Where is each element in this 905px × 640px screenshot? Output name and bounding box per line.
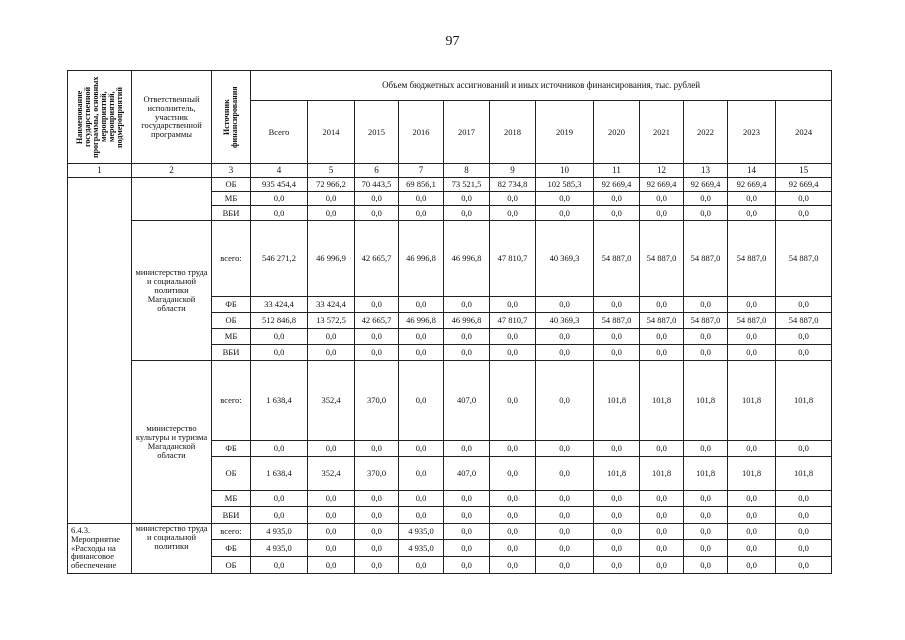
value-cell: 0,0 bbox=[640, 491, 684, 507]
executor-cell: министерство труда и социальной политики bbox=[132, 523, 212, 573]
source-cell: ФБ bbox=[212, 440, 251, 456]
value-cell: 92 669,4 bbox=[776, 178, 832, 192]
value-cell: 1 638,4 bbox=[251, 456, 308, 490]
value-cell: 0,0 bbox=[308, 507, 355, 523]
value-cell: 72 966,2 bbox=[308, 178, 355, 192]
value-cell: 54 887,0 bbox=[640, 220, 684, 296]
value-cell: 0,0 bbox=[399, 329, 444, 345]
value-cell: 70 443,5 bbox=[355, 178, 399, 192]
source-cell: ФБ bbox=[212, 540, 251, 557]
value-cell: 0,0 bbox=[640, 345, 684, 361]
name-cell-empty bbox=[68, 178, 132, 524]
executor-cell: министерство труда и социальной политики Магаданской области bbox=[132, 220, 212, 361]
header-year: 2015 bbox=[355, 101, 399, 164]
value-cell: 42 665,7 bbox=[355, 312, 399, 328]
value-cell: 0,0 bbox=[308, 523, 355, 540]
value-cell: 0,0 bbox=[594, 557, 640, 574]
value-cell: 0,0 bbox=[640, 507, 684, 523]
value-cell: 0,0 bbox=[776, 540, 832, 557]
header-column-number: 5 bbox=[308, 164, 355, 178]
value-cell: 0,0 bbox=[776, 507, 832, 523]
page-number: 97 bbox=[445, 34, 460, 49]
value-cell: 0,0 bbox=[399, 557, 444, 574]
executor-cell: министерство культуры и туризма Магаданской области bbox=[132, 361, 212, 523]
source-cell: ОБ bbox=[212, 312, 251, 328]
value-cell: 4 935,0 bbox=[251, 540, 308, 557]
value-cell: 0,0 bbox=[684, 296, 728, 312]
source-cell: ОБ bbox=[212, 178, 251, 192]
value-cell: 101,8 bbox=[640, 361, 684, 440]
header-name: Наименование государственной программы, основных мероприятий, мероприятий, подмероприятий bbox=[68, 71, 132, 164]
value-cell: 0,0 bbox=[444, 192, 490, 206]
value-cell: 935 454,4 bbox=[251, 178, 308, 192]
value-cell: 0,0 bbox=[251, 345, 308, 361]
value-cell: 0,0 bbox=[536, 361, 594, 440]
header-year: 2021 bbox=[640, 101, 684, 164]
value-cell: 13 572,5 bbox=[308, 312, 355, 328]
header-column-number: 3 bbox=[212, 164, 251, 178]
executor-cell bbox=[132, 178, 212, 221]
value-cell: 0,0 bbox=[684, 192, 728, 206]
value-cell: 0,0 bbox=[640, 440, 684, 456]
value-cell: 0,0 bbox=[444, 440, 490, 456]
value-cell: 0,0 bbox=[490, 296, 536, 312]
value-cell: 0,0 bbox=[308, 491, 355, 507]
value-cell: 0,0 bbox=[251, 329, 308, 345]
value-cell: 0,0 bbox=[444, 491, 490, 507]
value-cell: 370,0 bbox=[355, 361, 399, 440]
value-cell: 0,0 bbox=[490, 440, 536, 456]
value-cell: 46 996,8 bbox=[399, 312, 444, 328]
table-row bbox=[68, 523, 832, 540]
value-cell: 0,0 bbox=[776, 491, 832, 507]
value-cell: 0,0 bbox=[594, 329, 640, 345]
value-cell: 0,0 bbox=[490, 361, 536, 440]
value-cell: 0,0 bbox=[355, 192, 399, 206]
header-year: 2020 bbox=[594, 101, 640, 164]
value-cell: 0,0 bbox=[776, 329, 832, 345]
value-cell: 0,0 bbox=[640, 206, 684, 220]
value-cell: 0,0 bbox=[444, 296, 490, 312]
value-cell: 40 369,3 bbox=[536, 312, 594, 328]
value-cell: 0,0 bbox=[776, 345, 832, 361]
value-cell: 0,0 bbox=[251, 440, 308, 456]
value-cell: 0,0 bbox=[536, 345, 594, 361]
value-cell: 0,0 bbox=[684, 523, 728, 540]
value-cell: 0,0 bbox=[684, 329, 728, 345]
value-cell: 4 935,0 bbox=[251, 523, 308, 540]
value-cell: 0,0 bbox=[490, 557, 536, 574]
value-cell: 0,0 bbox=[355, 206, 399, 220]
budget-table bbox=[67, 70, 832, 574]
value-cell: 101,8 bbox=[594, 361, 640, 440]
value-cell: 352,4 bbox=[308, 456, 355, 490]
value-cell: 0,0 bbox=[728, 192, 776, 206]
source-cell: всего: bbox=[212, 361, 251, 440]
value-cell: 0,0 bbox=[490, 507, 536, 523]
value-cell: 33 424,4 bbox=[251, 296, 308, 312]
value-cell: 0,0 bbox=[355, 557, 399, 574]
value-cell: 546 271,2 bbox=[251, 220, 308, 296]
value-cell: 0,0 bbox=[684, 491, 728, 507]
value-cell: 0,0 bbox=[594, 440, 640, 456]
value-cell: 370,0 bbox=[355, 456, 399, 490]
value-cell: 0,0 bbox=[355, 491, 399, 507]
value-cell: 0,0 bbox=[640, 192, 684, 206]
value-cell: 46 996,8 bbox=[399, 220, 444, 296]
value-cell: 0,0 bbox=[684, 206, 728, 220]
value-cell: 0,0 bbox=[399, 206, 444, 220]
value-cell: 47 810,7 bbox=[490, 220, 536, 296]
value-cell: 0,0 bbox=[684, 345, 728, 361]
value-cell: 0,0 bbox=[728, 491, 776, 507]
value-cell: 0,0 bbox=[399, 440, 444, 456]
header-year: 2017 bbox=[444, 101, 490, 164]
value-cell: 54 887,0 bbox=[728, 312, 776, 328]
value-cell: 0,0 bbox=[308, 557, 355, 574]
value-cell: 0,0 bbox=[399, 296, 444, 312]
value-cell: 54 887,0 bbox=[640, 312, 684, 328]
value-cell: 0,0 bbox=[355, 523, 399, 540]
source-cell: ВБИ bbox=[212, 345, 251, 361]
value-cell: 0,0 bbox=[684, 540, 728, 557]
value-cell: 54 887,0 bbox=[594, 312, 640, 328]
header-column-number: 12 bbox=[640, 164, 684, 178]
value-cell: 512 846,8 bbox=[251, 312, 308, 328]
value-cell: 92 669,4 bbox=[728, 178, 776, 192]
value-cell: 0,0 bbox=[536, 192, 594, 206]
header-executor: Ответственный исполнитель, участник государственной программы bbox=[132, 71, 212, 164]
value-cell: 1 638,4 bbox=[251, 361, 308, 440]
header-year: 2018 bbox=[490, 101, 536, 164]
value-cell: 0,0 bbox=[355, 440, 399, 456]
value-cell: 0,0 bbox=[594, 296, 640, 312]
value-cell: 0,0 bbox=[251, 491, 308, 507]
header-column-number: 2 bbox=[132, 164, 212, 178]
value-cell: 0,0 bbox=[594, 192, 640, 206]
table-body bbox=[68, 178, 832, 574]
value-cell: 46 996,8 bbox=[444, 312, 490, 328]
value-cell: 92 669,4 bbox=[640, 178, 684, 192]
header-numbers-row bbox=[68, 164, 832, 178]
value-cell: 0,0 bbox=[728, 540, 776, 557]
value-cell: 101,8 bbox=[776, 456, 832, 490]
value-cell: 0,0 bbox=[355, 345, 399, 361]
value-cell: 54 887,0 bbox=[684, 312, 728, 328]
table-row bbox=[68, 178, 832, 192]
header-column-number: 7 bbox=[399, 164, 444, 178]
value-cell: 0,0 bbox=[308, 192, 355, 206]
value-cell: 0,0 bbox=[251, 507, 308, 523]
value-cell: 0,0 bbox=[308, 440, 355, 456]
source-cell: ФБ bbox=[212, 296, 251, 312]
value-cell: 0,0 bbox=[728, 345, 776, 361]
value-cell: 0,0 bbox=[536, 440, 594, 456]
value-cell: 0,0 bbox=[444, 329, 490, 345]
value-cell: 0,0 bbox=[490, 192, 536, 206]
value-cell: 101,8 bbox=[684, 456, 728, 490]
value-cell: 40 369,3 bbox=[536, 220, 594, 296]
value-cell: 0,0 bbox=[594, 491, 640, 507]
value-cell: 82 734,8 bbox=[490, 178, 536, 192]
value-cell: 407,0 bbox=[444, 456, 490, 490]
value-cell: 54 887,0 bbox=[776, 312, 832, 328]
value-cell: 101,8 bbox=[640, 456, 684, 490]
header-column-number: 13 bbox=[684, 164, 728, 178]
value-cell: 0,0 bbox=[536, 540, 594, 557]
source-cell: всего: bbox=[212, 220, 251, 296]
value-cell: 0,0 bbox=[640, 540, 684, 557]
value-cell: 0,0 bbox=[490, 206, 536, 220]
value-cell: 0,0 bbox=[308, 540, 355, 557]
value-cell: 0,0 bbox=[490, 345, 536, 361]
value-cell: 47 810,7 bbox=[490, 312, 536, 328]
value-cell: 0,0 bbox=[536, 206, 594, 220]
value-cell: 0,0 bbox=[251, 192, 308, 206]
value-cell: 92 669,4 bbox=[684, 178, 728, 192]
value-cell: 101,8 bbox=[728, 456, 776, 490]
header-year: Всего bbox=[251, 101, 308, 164]
header-year: 2023 bbox=[728, 101, 776, 164]
value-cell: 0,0 bbox=[399, 361, 444, 440]
value-cell: 352,4 bbox=[308, 361, 355, 440]
value-cell: 0,0 bbox=[640, 329, 684, 345]
header-column-number: 15 bbox=[776, 164, 832, 178]
value-cell: 0,0 bbox=[684, 507, 728, 523]
value-cell: 0,0 bbox=[536, 507, 594, 523]
value-cell: 0,0 bbox=[776, 523, 832, 540]
value-cell: 0,0 bbox=[684, 557, 728, 574]
value-cell: 101,8 bbox=[594, 456, 640, 490]
value-cell: 0,0 bbox=[640, 523, 684, 540]
value-cell: 0,0 bbox=[251, 206, 308, 220]
value-cell: 0,0 bbox=[444, 345, 490, 361]
header-year: 2019 bbox=[536, 101, 594, 164]
value-cell: 0,0 bbox=[490, 491, 536, 507]
value-cell: 0,0 bbox=[776, 206, 832, 220]
value-cell: 0,0 bbox=[728, 507, 776, 523]
value-cell: 46 996,9 bbox=[308, 220, 355, 296]
value-cell: 0,0 bbox=[776, 192, 832, 206]
value-cell: 0,0 bbox=[536, 491, 594, 507]
value-cell: 0,0 bbox=[728, 206, 776, 220]
header-column-number: 14 bbox=[728, 164, 776, 178]
header-column-number: 10 bbox=[536, 164, 594, 178]
header-year: 2024 bbox=[776, 101, 832, 164]
value-cell: 0,0 bbox=[444, 540, 490, 557]
value-cell: 0,0 bbox=[355, 296, 399, 312]
value-cell: 0,0 bbox=[536, 296, 594, 312]
value-cell: 69 856,1 bbox=[399, 178, 444, 192]
value-cell: 102 585,3 bbox=[536, 178, 594, 192]
value-cell: 0,0 bbox=[536, 523, 594, 540]
value-cell: 0,0 bbox=[728, 296, 776, 312]
measure-name-cell: 6.4.3. Мероприятие «Расходы на финансовое обеспечение bbox=[68, 523, 132, 573]
source-cell: ОБ bbox=[212, 456, 251, 490]
value-cell: 0,0 bbox=[308, 345, 355, 361]
value-cell: 0,0 bbox=[594, 206, 640, 220]
value-cell: 101,8 bbox=[684, 361, 728, 440]
value-cell: 101,8 bbox=[776, 361, 832, 440]
value-cell: 0,0 bbox=[490, 456, 536, 490]
value-cell: 0,0 bbox=[399, 345, 444, 361]
source-cell: МБ bbox=[212, 491, 251, 507]
value-cell: 0,0 bbox=[251, 557, 308, 574]
value-cell: 0,0 bbox=[536, 456, 594, 490]
value-cell: 4 935,0 bbox=[399, 540, 444, 557]
header-column-number: 9 bbox=[490, 164, 536, 178]
value-cell: 0,0 bbox=[444, 206, 490, 220]
value-cell: 0,0 bbox=[355, 540, 399, 557]
value-cell: 0,0 bbox=[776, 557, 832, 574]
table-row bbox=[68, 220, 832, 296]
value-cell: 42 665,7 bbox=[355, 220, 399, 296]
value-cell: 0,0 bbox=[399, 491, 444, 507]
header-volume: Объем бюджетных ассигнований и иных источников финансирования, тыс. рублей bbox=[251, 71, 832, 101]
value-cell: 54 887,0 bbox=[728, 220, 776, 296]
value-cell: 0,0 bbox=[444, 557, 490, 574]
value-cell: 0,0 bbox=[728, 557, 776, 574]
header-year: 2022 bbox=[684, 101, 728, 164]
value-cell: 0,0 bbox=[355, 507, 399, 523]
value-cell: 4 935,0 bbox=[399, 523, 444, 540]
value-cell: 0,0 bbox=[536, 557, 594, 574]
header-column-number: 4 bbox=[251, 164, 308, 178]
header-source: Источник финансирования bbox=[212, 71, 251, 164]
value-cell: 0,0 bbox=[640, 557, 684, 574]
source-cell: МБ bbox=[212, 192, 251, 206]
value-cell: 0,0 bbox=[536, 329, 594, 345]
value-cell: 0,0 bbox=[684, 440, 728, 456]
value-cell: 0,0 bbox=[728, 440, 776, 456]
value-cell: 0,0 bbox=[399, 507, 444, 523]
value-cell: 0,0 bbox=[728, 523, 776, 540]
value-cell: 0,0 bbox=[594, 523, 640, 540]
value-cell: 407,0 bbox=[444, 361, 490, 440]
header-column-number: 8 bbox=[444, 164, 490, 178]
header-column-number: 1 bbox=[68, 164, 132, 178]
value-cell: 101,8 bbox=[728, 361, 776, 440]
header-year: 2016 bbox=[399, 101, 444, 164]
value-cell: 0,0 bbox=[640, 296, 684, 312]
value-cell: 0,0 bbox=[776, 440, 832, 456]
value-cell: 0,0 bbox=[308, 206, 355, 220]
value-cell: 54 887,0 bbox=[594, 220, 640, 296]
value-cell: 0,0 bbox=[355, 329, 399, 345]
value-cell: 33 424,4 bbox=[308, 296, 355, 312]
value-cell: 0,0 bbox=[594, 540, 640, 557]
value-cell: 0,0 bbox=[594, 507, 640, 523]
value-cell: 0,0 bbox=[490, 523, 536, 540]
source-cell: МБ bbox=[212, 329, 251, 345]
value-cell: 54 887,0 bbox=[684, 220, 728, 296]
value-cell: 0,0 bbox=[308, 329, 355, 345]
value-cell: 0,0 bbox=[594, 345, 640, 361]
value-cell: 0,0 bbox=[399, 192, 444, 206]
header-column-number: 6 bbox=[355, 164, 399, 178]
header-year: 2014 bbox=[308, 101, 355, 164]
source-cell: ОБ bbox=[212, 557, 251, 574]
value-cell: 54 887,0 bbox=[776, 220, 832, 296]
value-cell: 0,0 bbox=[776, 296, 832, 312]
value-cell: 0,0 bbox=[728, 329, 776, 345]
source-cell: ВБИ bbox=[212, 507, 251, 523]
value-cell: 0,0 bbox=[490, 540, 536, 557]
value-cell: 0,0 bbox=[444, 507, 490, 523]
value-cell: 0,0 bbox=[399, 456, 444, 490]
value-cell: 73 521,5 bbox=[444, 178, 490, 192]
value-cell: 46 996,8 bbox=[444, 220, 490, 296]
value-cell: 0,0 bbox=[444, 523, 490, 540]
source-cell: всего: bbox=[212, 523, 251, 540]
header-column-number: 11 bbox=[594, 164, 640, 178]
source-cell: ВБИ bbox=[212, 206, 251, 220]
value-cell: 0,0 bbox=[490, 329, 536, 345]
value-cell: 92 669,4 bbox=[594, 178, 640, 192]
table-row bbox=[68, 361, 832, 440]
